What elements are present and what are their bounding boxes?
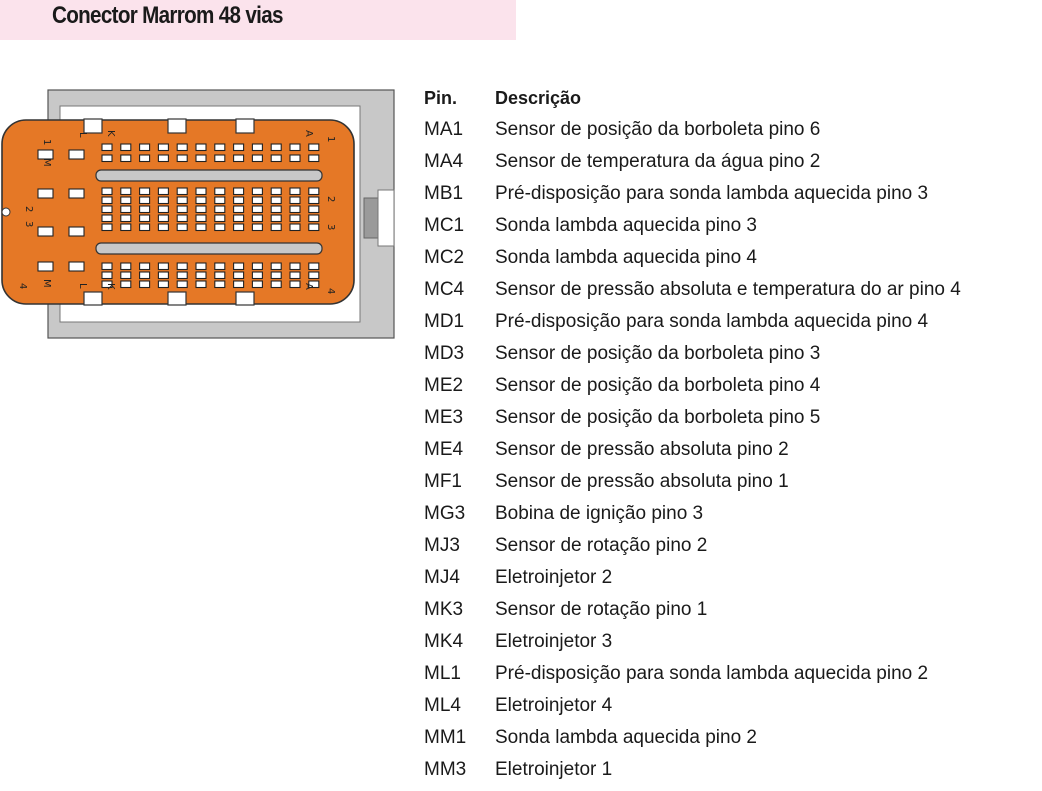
small-pin-cavity (215, 224, 225, 231)
notch (168, 292, 186, 305)
small-pin-cavity (196, 215, 206, 222)
pin-code: MF1 (424, 471, 462, 492)
notch (236, 292, 254, 305)
pin-description: Sensor de posição da borboleta pino 5 (495, 407, 821, 428)
table-row (424, 596, 1034, 628)
small-pin-cavity (234, 224, 244, 231)
pin-code: MG3 (424, 503, 466, 524)
small-pin-cavity (102, 197, 112, 204)
pin-description: Eletroinjetor 1 (495, 759, 613, 780)
pin-code: MA1 (424, 119, 464, 140)
small-pin-cavity (121, 206, 131, 213)
latch-bar (378, 190, 394, 246)
label-top-1-right: 1 (325, 136, 336, 143)
small-pin-cavity (140, 188, 150, 195)
small-pin-cavity (215, 263, 225, 270)
large-pin-cavity (38, 262, 53, 271)
small-pin-cavity (234, 272, 244, 279)
pin-description: Sensor de pressão absoluta pino 2 (495, 439, 789, 460)
label-bottom-4-right: 4 (325, 288, 336, 295)
table-row (424, 724, 1034, 756)
table-row (424, 404, 1034, 436)
label-mid-3-right: 3 (325, 224, 336, 231)
small-pin-cavity (158, 263, 168, 270)
small-pin-cavity (290, 263, 300, 270)
table-row (424, 180, 1034, 212)
small-pin-cavity (215, 188, 225, 195)
small-pin-cavity (252, 188, 262, 195)
small-pin-cavity (140, 272, 150, 279)
large-pin-cavity (69, 227, 84, 236)
small-pin-cavity (102, 263, 112, 270)
pin-code: ME2 (424, 375, 464, 396)
pin-description: Pré-disposição para sonda lambda aquecida pino 4 (495, 311, 929, 332)
pin-code: MC1 (424, 215, 465, 236)
header-pin: Pin. (424, 88, 458, 108)
small-pin-cavity (140, 155, 150, 162)
pin-description: Sensor de temperatura da água pino 2 (495, 151, 821, 172)
pin-description: Sensor de rotação pino 2 (495, 535, 708, 556)
small-pin-cavity (234, 263, 244, 270)
pin-code: ML4 (424, 695, 461, 716)
small-pin-cavity (215, 281, 225, 288)
small-pin-cavity (177, 215, 187, 222)
small-pin-cavity (290, 272, 300, 279)
table-row (424, 436, 1034, 468)
small-pin-cavity (215, 144, 225, 151)
large-pin-cavity (69, 150, 84, 159)
small-pin-cavity (196, 155, 206, 162)
table-row (424, 372, 1034, 404)
keying-hole (2, 208, 10, 216)
large-pin-cavity (38, 189, 53, 198)
small-pin-cavity (252, 206, 262, 213)
small-pin-cavity (271, 215, 281, 222)
label-top-1: 1 (41, 139, 52, 146)
small-pin-cavity (309, 272, 319, 279)
pin-code: MD1 (424, 311, 465, 332)
small-pin-cavity (177, 188, 187, 195)
small-pin-cavity (177, 155, 187, 162)
small-pin-cavity (177, 197, 187, 204)
pin-table (424, 84, 1034, 788)
small-pin-cavity (290, 224, 300, 231)
label-bottom-l: L (77, 283, 88, 289)
table-row (424, 308, 1034, 340)
small-pin-cavity (290, 197, 300, 204)
pin-code: MK3 (424, 599, 464, 620)
small-pin-cavity (140, 281, 150, 288)
small-pin-cavity (215, 206, 225, 213)
table-row (424, 340, 1034, 372)
label-top-a: A (303, 130, 314, 137)
pin-description: Sonda lambda aquecida pino 2 (495, 727, 757, 748)
title-bar (0, 0, 516, 40)
small-pin-cavity (102, 224, 112, 231)
small-pin-cavity (102, 206, 112, 213)
pin-description: Sonda lambda aquecida pino 3 (495, 215, 757, 236)
small-pin-cavity (290, 144, 300, 151)
small-pin-cavity (252, 272, 262, 279)
table-row (424, 276, 1034, 308)
table-row (424, 564, 1034, 596)
label-mid-2-right: 2 (325, 196, 336, 203)
label-bottom-m: M (41, 279, 52, 288)
pin-code: MM1 (424, 727, 467, 748)
small-pin-cavity (271, 281, 281, 288)
small-pin-cavity (121, 197, 131, 204)
small-pin-cavity (177, 144, 187, 151)
small-pin-cavity (158, 155, 168, 162)
pin-description: Sensor de posição da borboleta pino 4 (495, 375, 821, 396)
pin-code: ML1 (424, 663, 461, 684)
label-top-l: L (77, 132, 88, 138)
small-pin-cavity (102, 155, 112, 162)
table-row (424, 756, 1034, 788)
table-row (424, 532, 1034, 564)
small-pin-cavity (158, 272, 168, 279)
small-pin-cavity (234, 281, 244, 288)
small-pin-cavity (140, 206, 150, 213)
header-description: Descrição (495, 88, 582, 108)
table-row (424, 148, 1034, 180)
pin-code: MD3 (424, 343, 465, 364)
small-pin-cavity (215, 155, 225, 162)
latch-slot (364, 198, 378, 238)
small-pin-cavity (196, 281, 206, 288)
notch (84, 292, 102, 305)
small-pin-cavity (196, 224, 206, 231)
table-row (424, 628, 1034, 660)
pin-description: Pré-disposição para sonda lambda aquecida pino 2 (495, 663, 929, 684)
pin-description: Eletroinjetor 4 (495, 695, 613, 716)
small-pin-cavity (121, 188, 131, 195)
small-pin-cavity (158, 188, 168, 195)
pin-description: Bobina de ignição pino 3 (495, 503, 704, 524)
small-pin-cavity (290, 206, 300, 213)
small-pin-cavity (140, 215, 150, 222)
small-pin-cavity (177, 272, 187, 279)
small-pin-cavity (121, 224, 131, 231)
small-pin-cavity (158, 197, 168, 204)
small-pin-cavity (309, 224, 319, 231)
small-pin-cavity (177, 263, 187, 270)
small-pin-cavity (196, 188, 206, 195)
table-header (424, 84, 1034, 116)
small-pin-cavity (309, 188, 319, 195)
separator-slot (96, 243, 322, 254)
pin-description: Sensor de pressão absoluta pino 1 (495, 471, 789, 492)
large-pin-cavity (69, 262, 84, 271)
table-body (424, 116, 1034, 788)
small-pin-cavity (102, 188, 112, 195)
small-pin-cavity (271, 188, 281, 195)
small-pin-cavity (121, 144, 131, 151)
small-pin-cavity (158, 206, 168, 213)
label-bottom-k: K (105, 283, 116, 290)
small-pin-cavity (158, 144, 168, 151)
small-pin-cavity (271, 272, 281, 279)
small-pin-cavity (215, 215, 225, 222)
small-pin-cavity (102, 144, 112, 151)
separator-slot (96, 170, 322, 181)
pin-code: MM3 (424, 759, 467, 780)
small-pin-cavity (252, 144, 262, 151)
pin-code: MB1 (424, 183, 464, 204)
small-pin-cavity (252, 224, 262, 231)
table-row (424, 500, 1034, 532)
small-pin-cavity (121, 263, 131, 270)
notch (168, 119, 186, 133)
pin-description: Eletroinjetor 3 (495, 631, 613, 652)
small-pin-cavity (290, 188, 300, 195)
table-row (424, 660, 1034, 692)
small-pin-cavity (158, 224, 168, 231)
small-pin-cavity (158, 215, 168, 222)
small-pin-cavity (252, 155, 262, 162)
small-pin-cavity (252, 281, 262, 288)
label-mid-3-left: 3 (23, 221, 34, 228)
pin-description: Sensor de posição da borboleta pino 3 (495, 343, 821, 364)
label-bottom-4: 4 (17, 283, 28, 290)
small-pin-cavity (252, 263, 262, 270)
small-pin-cavity (309, 155, 319, 162)
pin-code: ME3 (424, 407, 464, 428)
pin-description: Sensor de posição da borboleta pino 6 (495, 119, 821, 140)
label-mid-2-left: 2 (23, 206, 34, 213)
pin-description: Sensor de pressão absoluta e temperatura do ar pino 4 (495, 279, 961, 300)
small-pin-cavity (196, 144, 206, 151)
pin-code: MJ4 (424, 567, 460, 588)
small-pin-cavity (234, 155, 244, 162)
page-title: Conector Marrom 48 vias (52, 2, 283, 29)
label-top-k: K (105, 130, 116, 137)
small-pin-cavity (234, 215, 244, 222)
pin-description: Sonda lambda aquecida pino 4 (495, 247, 757, 268)
small-pin-cavity (196, 263, 206, 270)
small-pin-cavity (271, 206, 281, 213)
small-pin-cavity (140, 144, 150, 151)
pin-code: MK4 (424, 631, 464, 652)
pin-code: MC4 (424, 279, 465, 300)
small-pin-cavity (271, 263, 281, 270)
small-pin-cavity (177, 224, 187, 231)
small-pin-cavity (309, 215, 319, 222)
table-row (424, 468, 1034, 500)
pin-code: MJ3 (424, 535, 460, 556)
connector-diagram (0, 86, 400, 346)
small-pin-cavity (290, 281, 300, 288)
small-pin-cavity (196, 206, 206, 213)
table-row (424, 116, 1034, 148)
small-pin-cavity (215, 197, 225, 204)
table-row (424, 212, 1034, 244)
table-row (424, 244, 1034, 276)
pin-code: ME4 (424, 439, 464, 460)
small-pin-cavity (290, 155, 300, 162)
pin-description: Sensor de rotação pino 1 (495, 599, 708, 620)
small-pin-cavity (234, 206, 244, 213)
small-pin-cavity (158, 281, 168, 288)
label-bottom-a: A (303, 283, 314, 290)
small-pin-cavity (309, 263, 319, 270)
small-pin-cavity (309, 144, 319, 151)
small-pin-cavity (102, 272, 112, 279)
small-pin-cavity (234, 144, 244, 151)
small-pin-cavity (290, 215, 300, 222)
small-pin-cavity (102, 215, 112, 222)
small-pin-cavity (196, 272, 206, 279)
small-pin-cavity (140, 263, 150, 270)
small-pin-cavity (309, 197, 319, 204)
pin-description: Pré-disposição para sonda lambda aquecida pino 3 (495, 183, 929, 204)
notch (84, 119, 102, 133)
small-pin-cavity (309, 206, 319, 213)
pin-description: Eletroinjetor 2 (495, 567, 613, 588)
small-pin-cavity (215, 272, 225, 279)
large-pin-cavity (69, 189, 84, 198)
small-pin-cavity (121, 155, 131, 162)
small-pin-cavity (252, 197, 262, 204)
small-pin-cavity (234, 197, 244, 204)
small-pin-cavity (271, 197, 281, 204)
small-pin-cavity (271, 155, 281, 162)
small-pin-cavity (177, 206, 187, 213)
small-pin-cavity (271, 224, 281, 231)
small-pin-cavity (234, 188, 244, 195)
small-pin-cavity (271, 144, 281, 151)
notch (236, 119, 254, 133)
small-pin-cavity (177, 281, 187, 288)
pin-code: MA4 (424, 151, 464, 172)
table-row (424, 692, 1034, 724)
small-pin-cavity (140, 224, 150, 231)
small-pin-cavity (121, 281, 131, 288)
pin-code: MC2 (424, 247, 465, 268)
large-pin-cavity (38, 227, 53, 236)
small-pin-cavity (252, 215, 262, 222)
small-pin-cavity (121, 272, 131, 279)
small-pin-cavity (140, 197, 150, 204)
label-top-m: M (41, 158, 52, 167)
small-pin-cavity (196, 197, 206, 204)
small-pin-cavity (121, 215, 131, 222)
